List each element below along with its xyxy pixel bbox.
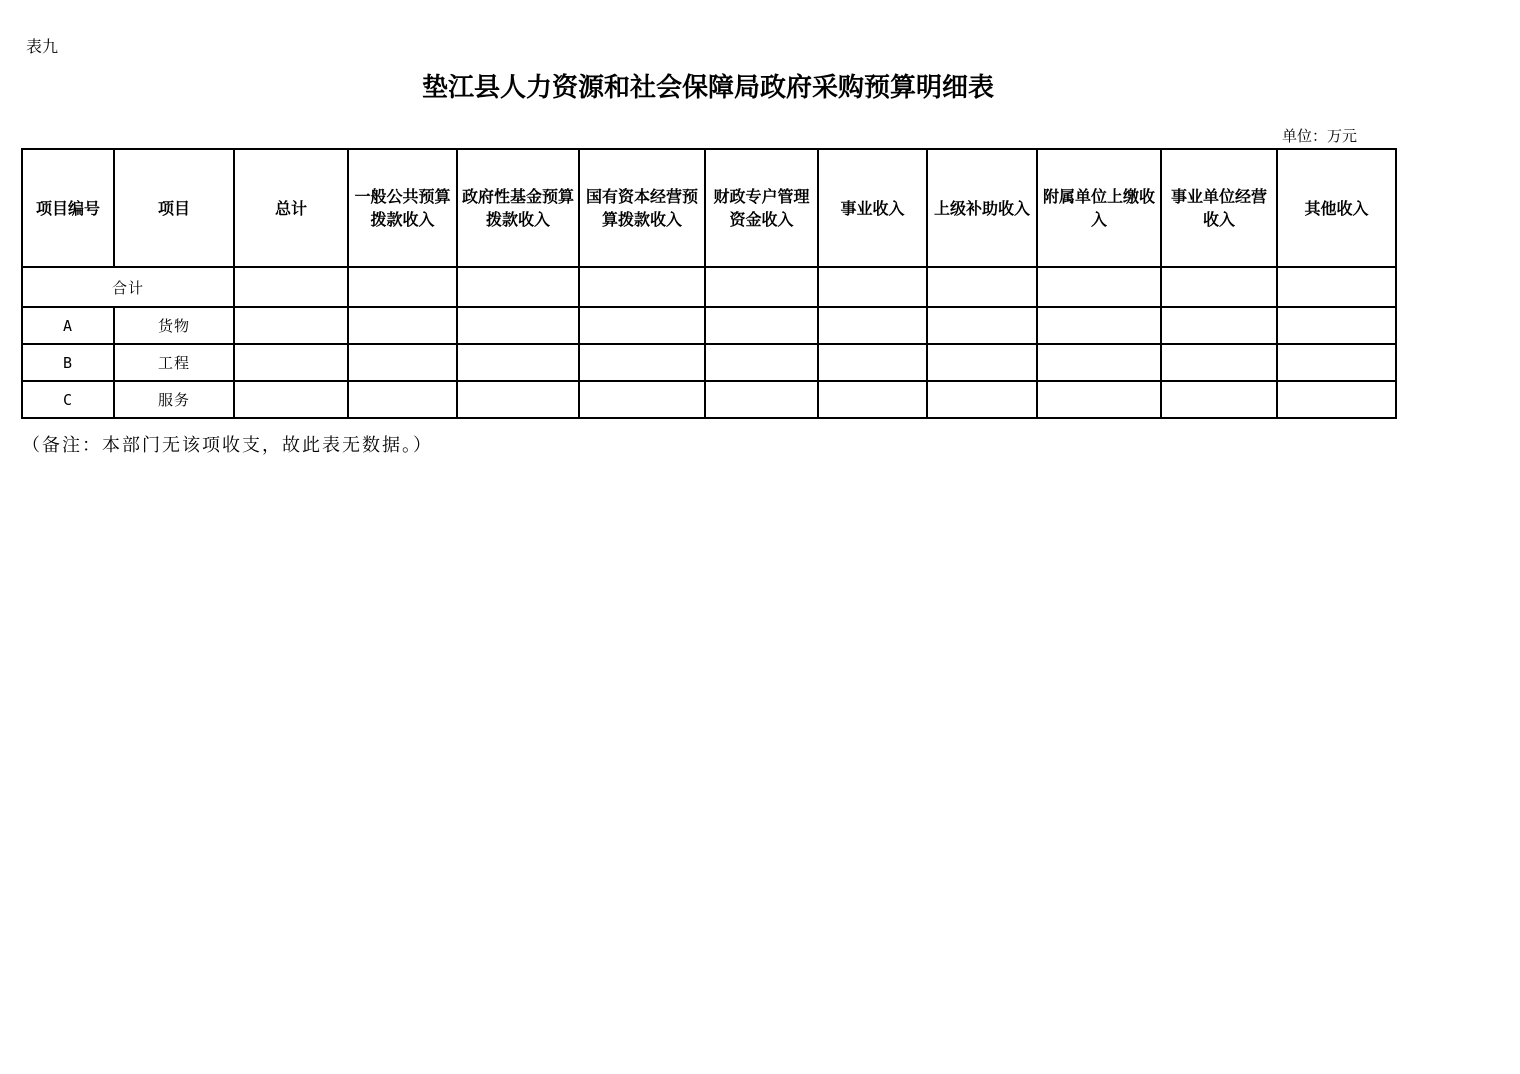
table-row [22,381,1396,418]
row-name: 工程 [114,344,234,381]
table-cell [1161,381,1277,418]
header-total: 总计 [234,149,348,267]
unit-label: 单位：万元 [1282,127,1358,145]
table-cell [457,267,579,307]
table-cell [1277,267,1396,307]
table-cell [1037,307,1161,344]
table-cell [1277,344,1396,381]
header-project-code: 项目编号 [22,149,114,267]
table-cell [1161,267,1277,307]
table-cell [457,307,579,344]
header-other-income: 其他收入 [1277,149,1396,267]
table-cell [457,344,579,381]
table-cell [818,267,927,307]
row-name: 货物 [114,307,234,344]
table-cell [818,307,927,344]
table-cell [1037,344,1161,381]
table-cell [579,381,705,418]
row-code: B [22,344,114,381]
table-cell [348,344,457,381]
table-cell [234,381,348,418]
table-cell [705,344,818,381]
table-cell [234,307,348,344]
table-cell [579,344,705,381]
row-name: 服务 [114,381,234,418]
table-cell [348,267,457,307]
table-cell [348,381,457,418]
header-gov-fund: 政府性基金预算拨款收入 [457,149,579,267]
header-affiliated-payment: 附属单位上缴收入 [1037,149,1161,267]
table-cell [705,307,818,344]
table-cell [927,307,1037,344]
table-row [22,344,1396,381]
header-business-income: 事业收入 [818,149,927,267]
table-cell [234,267,348,307]
table-cell [1161,307,1277,344]
header-row [22,149,1396,267]
table-cell [818,381,927,418]
table-cell [705,381,818,418]
table-cell [579,267,705,307]
table-cell [1277,381,1396,418]
table-cell [927,267,1037,307]
table-cell [927,381,1037,418]
total-row [22,267,1396,307]
table-row [22,307,1396,344]
table-cell [927,344,1037,381]
table-cell [1037,267,1161,307]
header-state-capital: 国有资本经营预算拨款收入 [579,149,705,267]
page-title: 垫江县人力资源和社会保障局政府采购预算明细表 [421,73,994,103]
table-cell [1037,381,1161,418]
header-superior-subsidy: 上级补助收入 [927,149,1037,267]
table-number: 表九 [26,37,59,56]
table-cell [1161,344,1277,381]
row-code: A [22,307,114,344]
procurement-budget-table [21,148,1397,419]
table-cell [579,307,705,344]
table-cell [457,381,579,418]
header-project: 项目 [114,149,234,267]
row-code: C [22,381,114,418]
table-cell [1277,307,1396,344]
header-operating-income: 事业单位经营收入 [1161,149,1277,267]
header-general-budget: 一般公共预算拨款收入 [348,149,457,267]
table-cell [234,344,348,381]
header-special-account: 财政专户管理资金收入 [705,149,818,267]
table-cell [705,267,818,307]
table-cell [348,307,457,344]
total-label: 合计 [22,267,234,307]
footnote: （备注：本部门无该项收支，故此表无数据。） [22,435,433,456]
table-cell [818,344,927,381]
